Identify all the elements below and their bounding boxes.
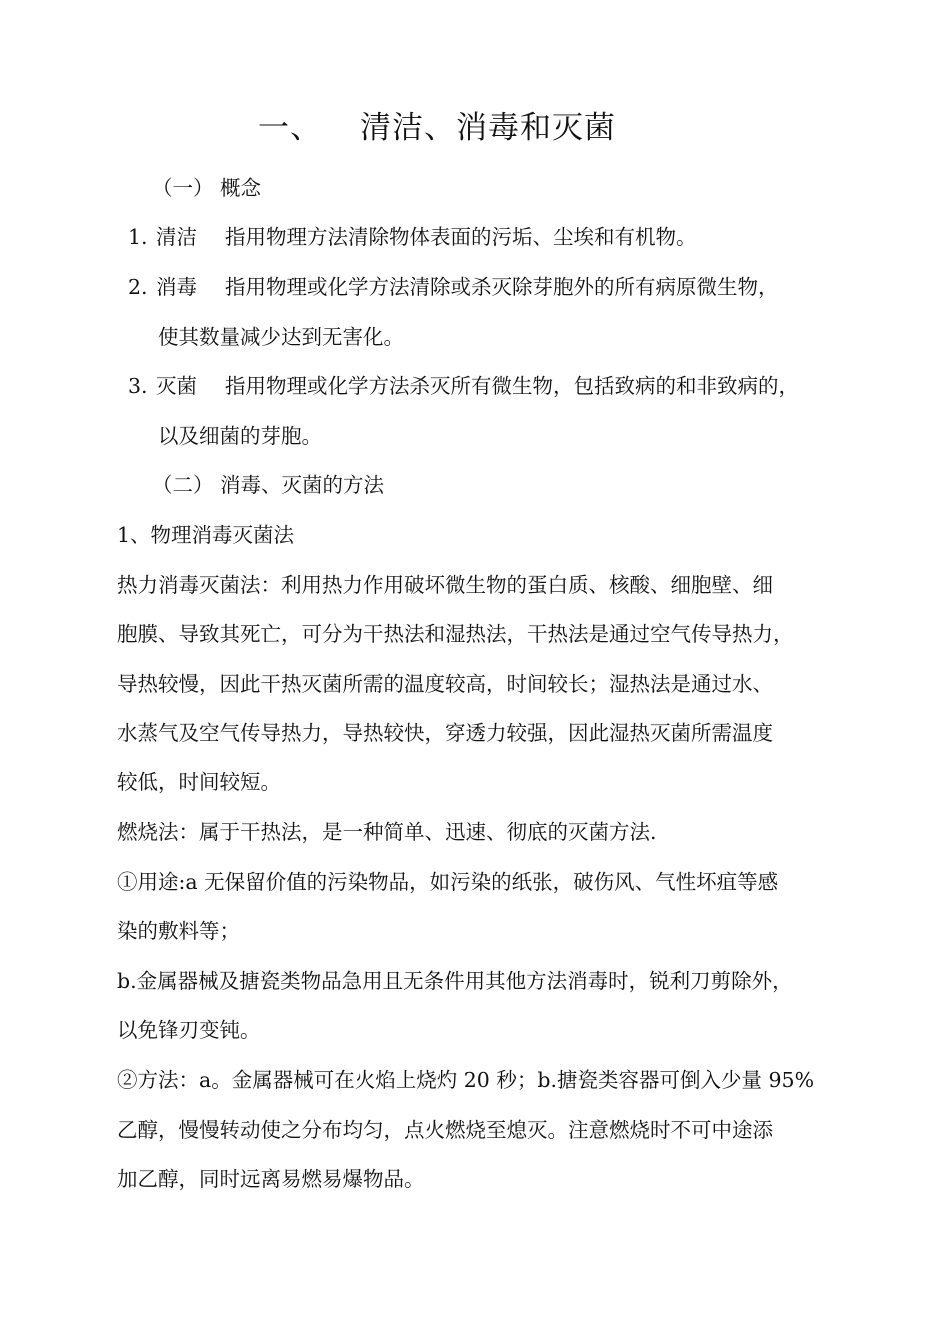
title-number: 一、 (258, 110, 322, 146)
paragraph-burning: 燃烧法：属于干热法，是一种简单、迅速、彻底的灭菌方法. (117, 820, 657, 844)
section-heading-concepts: （一） 概念 (152, 176, 262, 200)
title-text: 清洁、消毒和灭菌 (360, 110, 616, 146)
paragraph-method-line: 乙醇，慢慢转动使之分布均匀，点火燃烧至熄灭。注意燃烧时不可中途添 (117, 1118, 773, 1142)
subheading-physical-methods: 1、物理消毒灭菌法 (117, 523, 295, 547)
item-term: 消毒 (156, 275, 197, 299)
definition-sterilization (128, 372, 799, 400)
item-term: 清洁 (156, 225, 197, 249)
definition-disinfection (128, 273, 779, 301)
page-title (258, 102, 616, 147)
paragraph-heat-line: 较低，时间较短。 (117, 770, 281, 794)
paragraph-method-line: 加乙醇，同时远离易燃易爆物品。 (117, 1167, 425, 1191)
paragraph-heat-line: 水蒸气及空气传导热力，导热较快，穿透力较强，因此湿热灭菌所需温度 (117, 721, 773, 745)
paragraph-heat-line: 导热较慢，因此干热灭菌所需的温度较高，时间较长；湿热法是通过水、 (117, 672, 773, 696)
paragraph-method-line: ②方法：a。金属器械可在火焰上烧灼 20 秒；b.搪瓷类容器可倒入少量 95% (117, 1068, 815, 1092)
definition-sterilization-continued: 以及细菌的芽胞。 (158, 424, 322, 448)
item-number: 2. (128, 275, 148, 299)
definition-disinfection-continued: 使其数量减少达到无害化。 (158, 325, 404, 349)
item-text: 指用物理或化学方法清除或杀灭除芽胞外的所有病原微生物， (225, 275, 779, 299)
paragraph-use-line: 以免锋刃变钝。 (117, 1018, 261, 1042)
definition-cleaning (128, 223, 697, 251)
section-heading-methods: （二） 消毒、灭菌的方法 (152, 473, 385, 497)
paragraph-use-line: 染的敷料等； (117, 919, 240, 943)
paragraph-heat-line: 胞膜、导致其死亡，可分为干热法和湿热法，干热法是通过空气传导热力， (117, 622, 794, 646)
item-text: 指用物理方法清除物体表面的污垢、尘埃和有机物。 (225, 225, 697, 249)
paragraph-heat-line: 热力消毒灭菌法：利用热力作用破坏微生物的蛋白质、核酸、细胞壁、细 (117, 573, 773, 597)
paragraph-use-line: b.金属器械及搪瓷类物品急用且无条件用其他方法消毒时，锐利刀剪除外， (117, 969, 793, 993)
item-number: 3. (128, 374, 148, 398)
paragraph-use-line: ①用途:a 无保留价值的污染物品，如污染的纸张，破伤风、气性坏疽等感 (117, 870, 779, 894)
item-term: 灭菌 (156, 374, 197, 398)
item-text: 指用物理或化学方法杀灭所有微生物，包括致病的和非致病的， (225, 374, 799, 398)
item-number: 1. (128, 225, 148, 249)
